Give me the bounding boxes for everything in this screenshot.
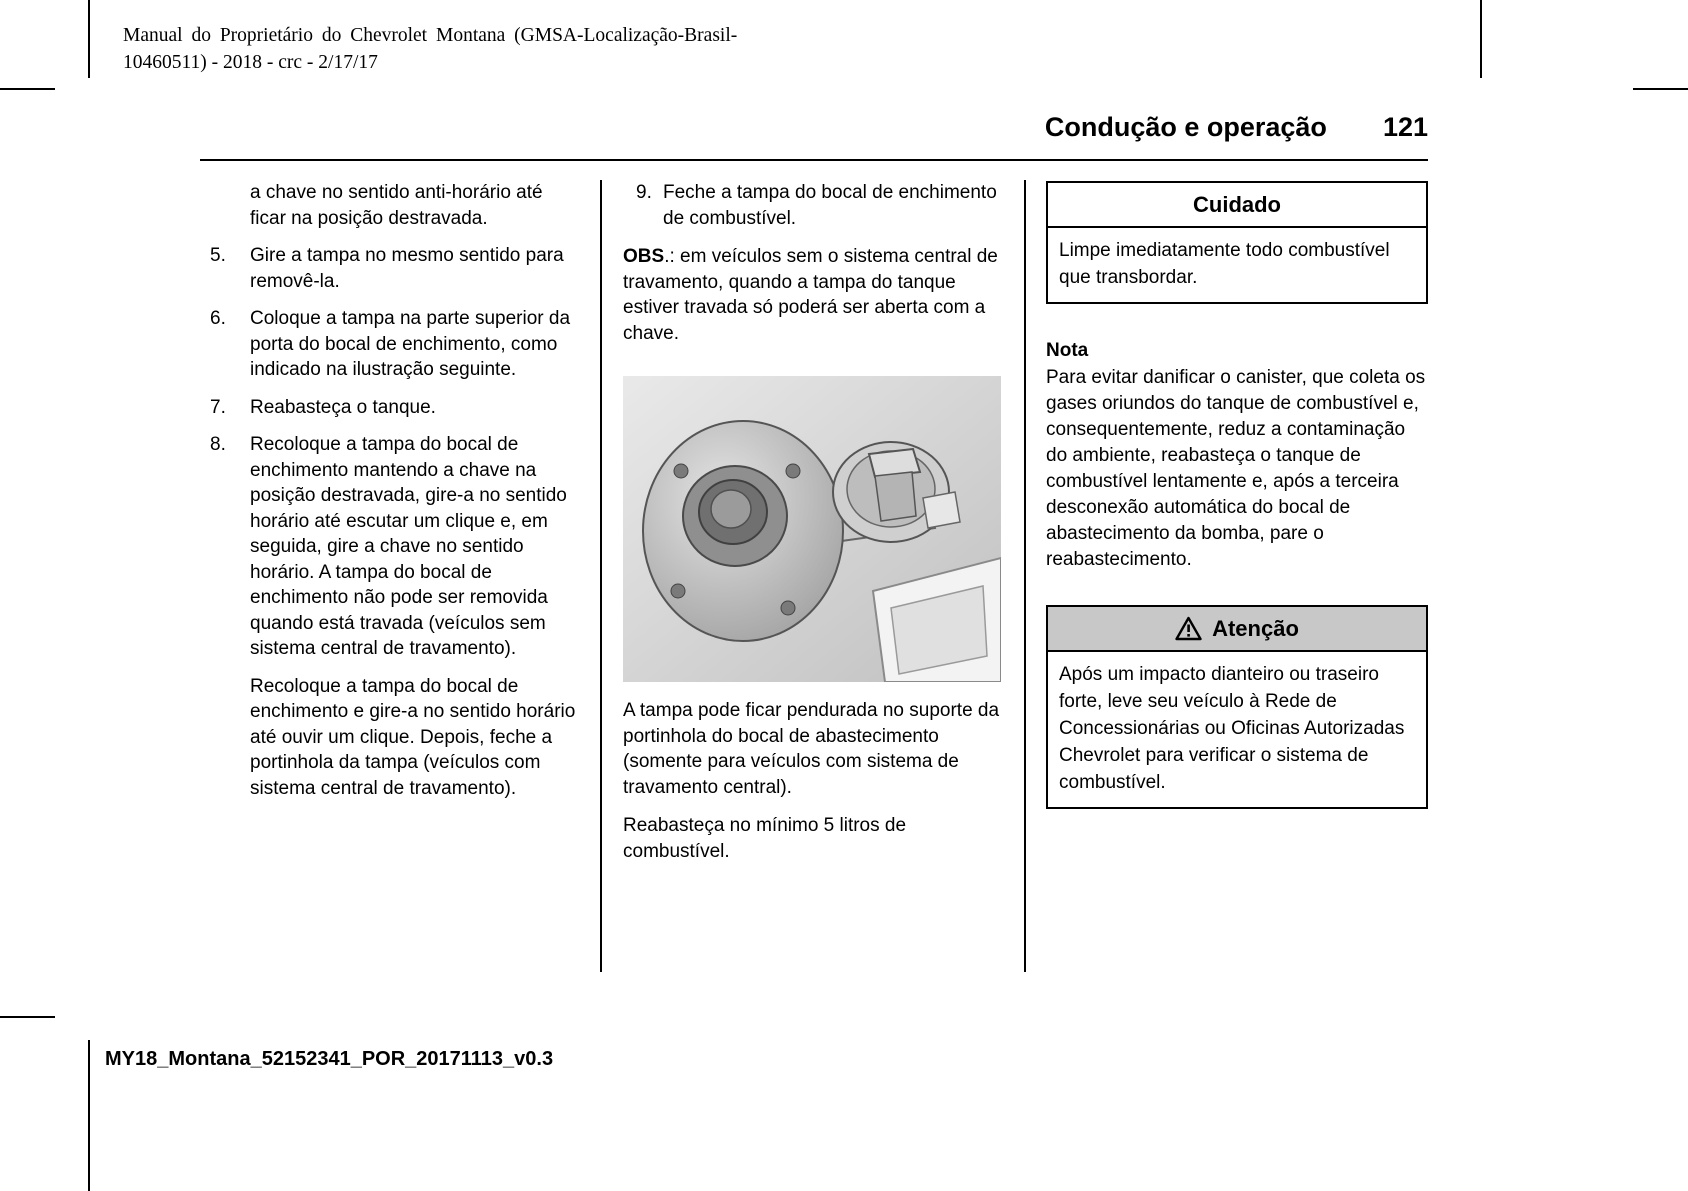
warning-title: Atenção: [1212, 616, 1299, 641]
crop-mark: [0, 1016, 55, 1018]
page-title-row: [200, 112, 1428, 143]
list-number: 9.: [636, 182, 652, 203]
figure-caption: A tampa pode ficar pendurada no suporte da portinhola do bocal de abastecimento (somente para veículos com sistema de travamento central).: [623, 700, 1000, 798]
column-separator: [1024, 180, 1026, 972]
obs-paragraph: [623, 244, 1003, 346]
document-footer: MY18_Montana_52152341_POR_20171113_v0.3: [105, 1048, 554, 1070]
caution-box: [1046, 181, 1428, 304]
column-separator: [600, 180, 602, 972]
list-text: Gire a tampa no mesmo sentido para removê-la.: [250, 245, 564, 292]
crop-mark: [88, 1040, 90, 1191]
note-title: Nota: [1046, 339, 1089, 361]
title-rule: [200, 159, 1428, 161]
list-number: 5.: [210, 245, 226, 266]
fuel-filler-cap-illustration: [623, 376, 1001, 682]
document-header: [123, 22, 813, 76]
paragraph-continuation: a chave no sentido anti-horário até ficar na posição destravada.: [250, 182, 543, 229]
caution-body: Limpe imediatamente todo combustível que transbordar.: [1059, 239, 1390, 288]
page-number: 121: [1382, 112, 1428, 142]
paragraph-recoloque: Recoloque a tampa do bocal de enchimento e gire-a no sentido horário até ouvir um clique. Depois, feche a portinhola da tampa (veículos com sistema central de travamento).: [250, 675, 576, 799]
list-text: Recoloque a tampa do bocal de enchimento mantendo a chave na posição destravada, gire-a no sentido horário até escutar um clique e, em seguida, gire a chave no sentido horário. A tampa do bocal de enchimento não pode ser removida quando está travada (veículos sem sistema central de travamento).: [250, 434, 567, 659]
paragraph-reabasteca: Reabasteça no mínimo 5 litros de combustível.: [623, 815, 907, 862]
page-title: Condução e operação: [1044, 112, 1327, 142]
crop-mark: [1480, 0, 1482, 78]
note-body: Para evitar danificar o canister, que coleta os gases oriundos do tanque de combustível e, consequentemente, reduz a contaminação do ambiente, reabasteça o tanque de combustível lentamente e, após a terceira desconexão automática do bocal de abastecimento da bomba, pare o reabastecimento.: [1046, 367, 1426, 570]
caution-title: Cuidado: [1048, 183, 1426, 228]
list-item-6: [210, 306, 578, 383]
column-2: [623, 180, 1003, 864]
list-item-8: [210, 432, 578, 662]
list-item-5: [210, 243, 578, 294]
list-number: 6.: [210, 308, 226, 329]
warning-box: [1046, 605, 1428, 809]
column-1: [210, 180, 578, 801]
list-number: 8.: [210, 434, 226, 455]
crop-mark: [0, 88, 55, 90]
list-item-9: [623, 180, 1003, 231]
list-text: Feche a tampa do bocal de enchimento de combustível.: [663, 182, 997, 229]
warning-body: Após um impacto dianteiro ou traseiro forte, leve seu veículo à Rede de Concessionárias ou Oficinas Autorizadas Chevrolet para verificar o sistema de combustível.: [1059, 663, 1405, 793]
crop-mark: [88, 0, 90, 78]
list-number: 7.: [210, 396, 226, 418]
list-text: Coloque a tampa na parte superior da porta do bocal de enchimento, como indicado na ilustração seguinte.: [250, 308, 571, 380]
crop-mark: [1633, 88, 1688, 90]
warning-triangle-icon: [1175, 616, 1202, 641]
warning-header: [1048, 607, 1426, 652]
obs-label: OBS: [623, 246, 665, 267]
list-item-7: [210, 395, 578, 421]
obs-text: .: em veículos sem o sistema central de travamento, quando a tampa do tanque estiver travada só poderá ser aberta com a chave.: [623, 246, 998, 344]
list-text: Reabasteça o tanque.: [250, 396, 436, 418]
column-3: [1046, 181, 1428, 809]
document-header-line1: Manual do Proprietário do Chevrolet Montana (GMSA-Localização-Brasil-: [123, 25, 738, 46]
document-header-line2: 10460511) - 2018 - crc - 2/17/17: [123, 52, 378, 73]
